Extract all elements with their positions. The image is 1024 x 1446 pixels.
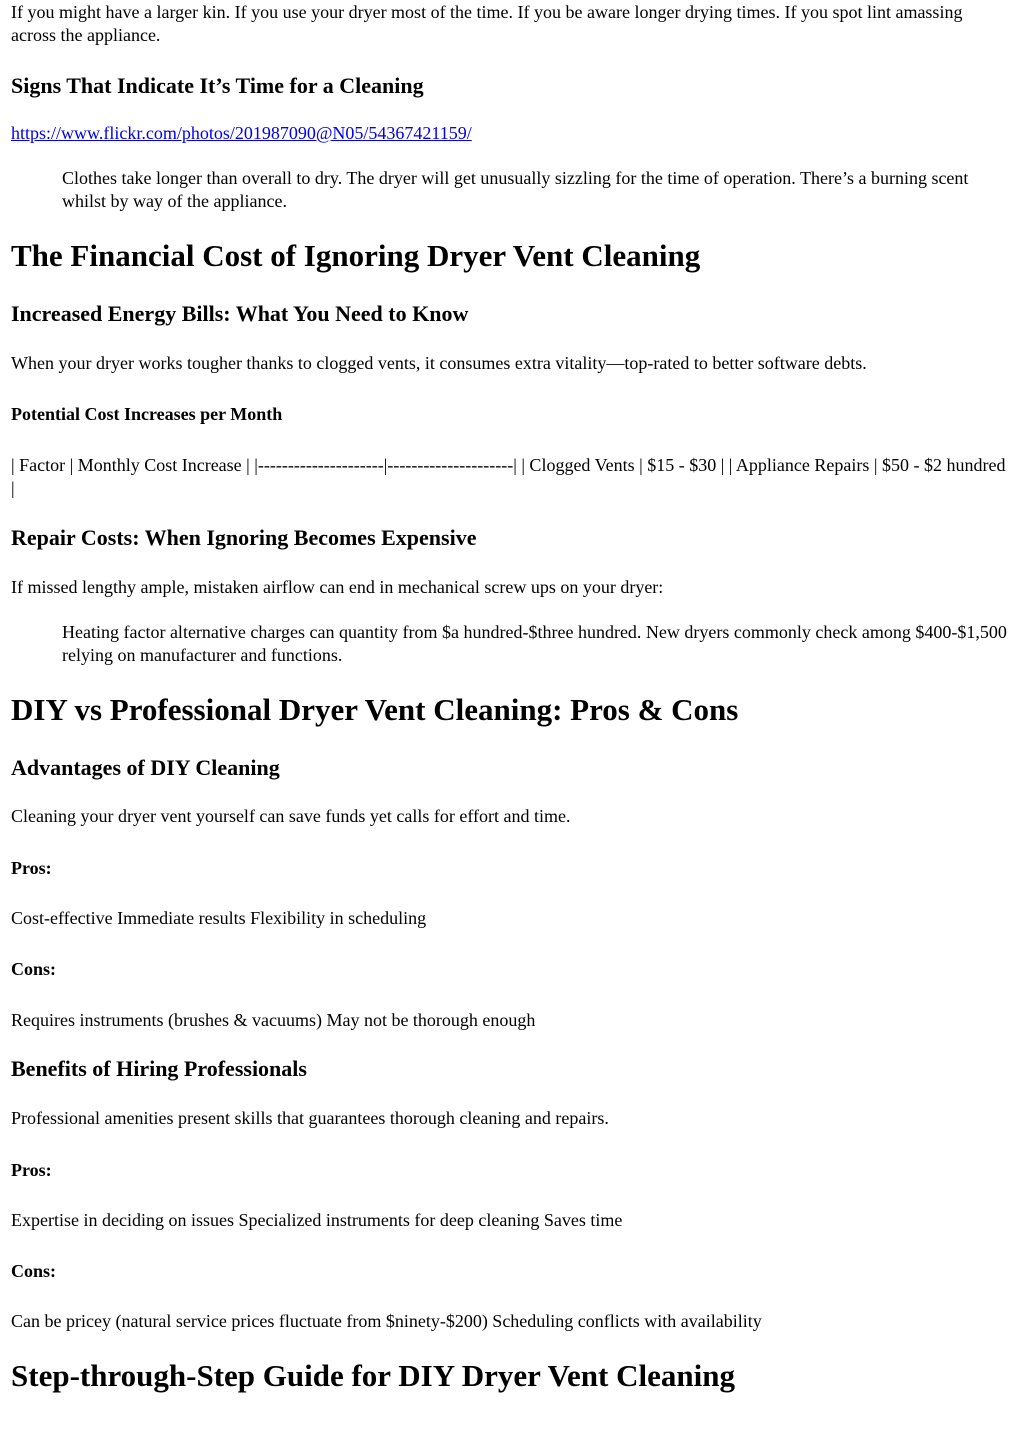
diy-pros-label: Pros: (11, 858, 52, 878)
diy-cons-text: Requires instruments (brushes & vacuums) May not be thorough enough (11, 1010, 536, 1030)
energy-bills-paragraph: When your dryer works tougher thanks to clogged vents, it consumes extra vitality—top-rated to better software debts. (11, 353, 867, 373)
diy-advantages-paragraph: Cleaning your dryer vent yourself can save funds yet calls for effort and time. (11, 806, 571, 826)
repair-costs-quote: Heating factor alternative charges can quantity from $a hundred-$three hundred. New dryers commonly check among $400-$1,500 relying on manufacturer and functions. (62, 622, 1007, 665)
flickr-link[interactable]: https://www.flickr.com/photos/201987090@N05/54367421159/ (11, 123, 472, 143)
hiring-professionals-heading: Benefits of Hiring Professionals (11, 1056, 307, 1081)
repair-costs-heading: Repair Costs: When Ignoring Becomes Expensive (11, 525, 477, 550)
signs-heading: Signs That Indicate It’s Time for a Cleaning (11, 73, 424, 98)
pro-cons-label: Cons: (11, 1261, 57, 1281)
energy-bills-heading: Increased Energy Bills: What You Need to Know (11, 301, 469, 326)
pro-cons-text: Can be pricey (natural service prices fluctuate from $ninety-$200) Scheduling conflicts with availability (11, 1311, 762, 1331)
flickr-link-paragraph (11, 122, 1011, 145)
diy-vs-pro-heading: DIY vs Professional Dryer Vent Cleaning: Pros & Cons (11, 692, 739, 727)
cost-table-text: | Factor | Monthly Cost Increase | |---------------------|---------------------| | Clogged Vents | $15 - $30 | | Appliance Repairs | $50 - $2 hundred | (11, 455, 1006, 498)
financial-cost-heading: The Financial Cost of Ignoring Dryer Vent Cleaning (11, 238, 701, 273)
hiring-professionals-paragraph: Professional amenities present skills that guarantees thorough cleaning and repairs. (11, 1108, 609, 1128)
signs-quote: Clothes take longer than overall to dry. The dryer will get unusually sizzling for the time of operation. There’s a burning scent whilst by way of the appliance. (62, 168, 969, 211)
diy-guide-heading: Step-through-Step Guide for DIY Dryer Vent Cleaning (11, 1358, 735, 1393)
pro-pros-label: Pros: (11, 1160, 52, 1180)
repair-costs-paragraph: If missed lengthy ample, mistaken airflow can end in mechanical screw ups on your dryer: (11, 577, 664, 597)
intro-paragraph: If you might have a larger kin. If you use your dryer most of the time. If you be aware longer drying times. If you spot lint amassing across the appliance. (11, 2, 963, 45)
diy-pros-text: Cost-effective Immediate results Flexibility in scheduling (11, 908, 427, 928)
diy-advantages-heading: Advantages of DIY Cleaning (11, 755, 280, 780)
diy-cons-label: Cons: (11, 959, 57, 979)
cost-table-heading: Potential Cost Increases per Month (11, 404, 283, 424)
pro-pros-text: Expertise in deciding on issues Specialized instruments for deep cleaning Saves time (11, 1210, 623, 1230)
